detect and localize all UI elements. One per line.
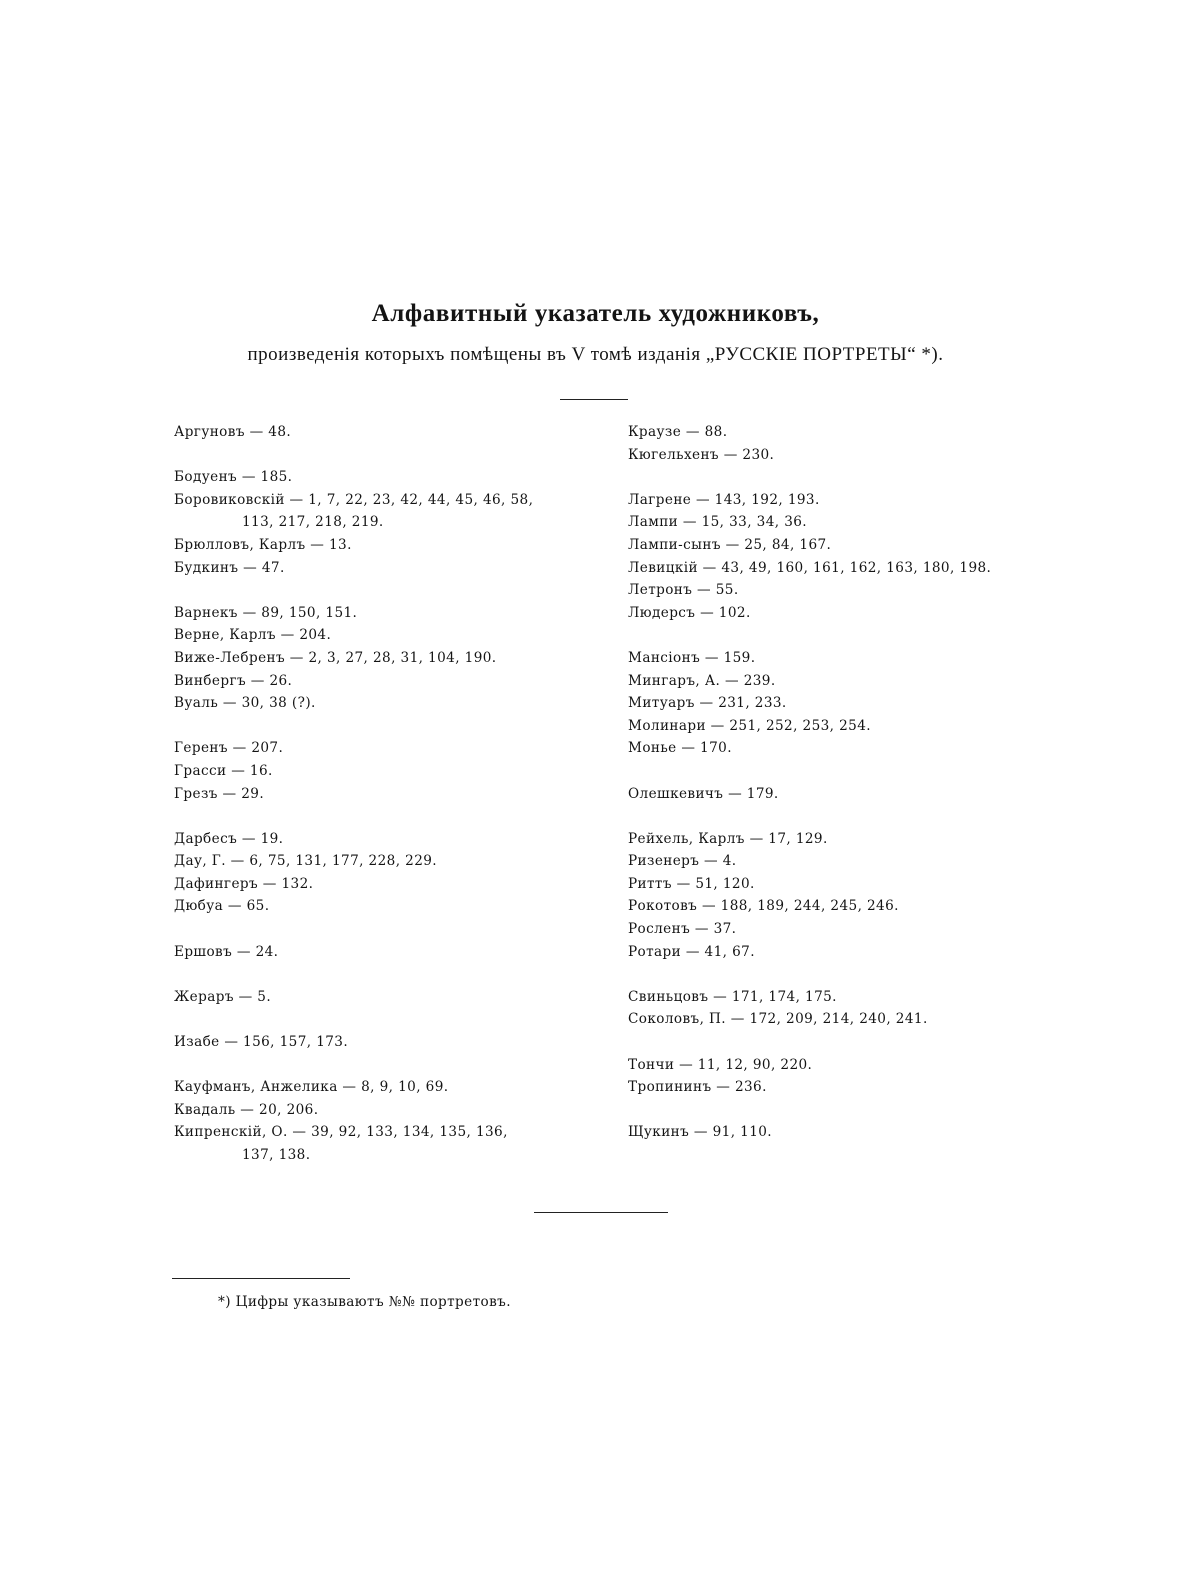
index-entry-text: Молинари — 251, 252, 253, 254. xyxy=(628,717,871,734)
index-entry-text: Грасси — 16. xyxy=(174,762,273,779)
index-entry-text: Свиньцовъ — 171, 174, 175. xyxy=(628,988,837,1005)
index-entry-text: Мансіонъ — 159. xyxy=(628,649,756,666)
index-entry xyxy=(174,670,614,693)
index-entry xyxy=(628,1054,1048,1077)
footnote: *) Цифры указываютъ №№ портретовъ. xyxy=(218,1294,511,1310)
index-entry xyxy=(628,1076,1048,1099)
index-entry-text: Монье — 170. xyxy=(628,740,732,757)
index-entry-text: Рокотовъ — 188, 189, 244, 245, 246. xyxy=(628,898,899,915)
index-entry-text: Лампи-сынъ — 25, 84, 167. xyxy=(628,536,832,553)
index-entry-text: Лампи — 15, 33, 34, 36. xyxy=(628,514,808,531)
index-entry xyxy=(628,511,1048,534)
index-entry-text: Дарбесъ — 19. xyxy=(174,830,284,847)
index-entry xyxy=(628,1121,1048,1144)
index-entry-text: Олешкевичъ — 179. xyxy=(628,785,779,802)
index-entry xyxy=(628,444,1048,467)
index-entry xyxy=(174,1031,614,1054)
index-entry-text: Аргуновъ — 48. xyxy=(174,424,292,440)
index-entry xyxy=(174,647,614,670)
index-entry-text: Кауфманъ, Анжелика — 8, 9, 10, 69. xyxy=(174,1079,449,1096)
index-entry xyxy=(174,557,614,580)
index-entry-text: Кюгельхенъ — 230. xyxy=(628,446,775,463)
index-entry-text: Квадаль — 20, 206. xyxy=(174,1101,319,1118)
index-entry xyxy=(174,421,614,444)
index-entry-text: Грезъ — 29. xyxy=(174,785,265,802)
index-entry xyxy=(174,1076,614,1099)
index-entry-text: Боровиковскій — 1, 7, 22, 23, 42, 44, 45, 46, 58, xyxy=(174,491,534,508)
index-entry-text: Летронъ — 55. xyxy=(628,582,739,599)
index-entry xyxy=(174,624,614,647)
index-column-left xyxy=(174,421,614,1167)
index-entry xyxy=(174,602,614,625)
index-entry-text: Ершовъ — 24. xyxy=(174,943,279,960)
index-entry-text: Геренъ — 207. xyxy=(174,740,284,757)
page-subtitle: произведенія которыхъ помѣщены въ V томѣ изданія „РУССКІЕ ПОРТРЕТЫ“ *). xyxy=(247,344,944,365)
index-entry xyxy=(628,986,1048,1009)
index-entry xyxy=(628,918,1048,941)
index-entry-text: Лагрене — 143, 192, 193. xyxy=(628,491,820,508)
index-entry xyxy=(174,1099,614,1122)
index-entry xyxy=(174,692,614,715)
index-entry-text: Дюбуа — 65. xyxy=(174,898,270,915)
index-entry-text: Мингаръ, А. — 239. xyxy=(628,672,776,689)
index-entry xyxy=(174,850,614,873)
index-entry-text: Кипренскій, О. — 39, 92, 133, 134, 135, 136, xyxy=(174,1124,508,1141)
index-entry xyxy=(174,760,614,783)
index-entry xyxy=(174,873,614,896)
index-entry-text: Верне, Карлъ — 204. xyxy=(174,627,332,644)
index-entry xyxy=(628,828,1048,851)
index-entry xyxy=(174,986,614,1009)
index-entry-text: Дафингеръ — 132. xyxy=(174,875,314,892)
page-title: Алфавитный указатель художниковъ, xyxy=(371,300,820,327)
title-divider xyxy=(560,399,628,400)
index-entry xyxy=(174,737,614,760)
index-entry xyxy=(628,850,1048,873)
index-entry xyxy=(174,941,614,964)
index-entry xyxy=(628,534,1048,557)
end-divider xyxy=(534,1212,668,1213)
index-entry-text: Риттъ — 51, 120. xyxy=(628,875,755,892)
index-entry xyxy=(628,670,1048,693)
index-entry xyxy=(628,873,1048,896)
index-entry xyxy=(174,466,614,489)
index-entry xyxy=(174,489,614,534)
index-entry xyxy=(628,895,1048,918)
footnote-divider xyxy=(172,1278,350,1279)
index-entry-text: Дау, Г. — 6, 75, 131, 177, 228, 229. xyxy=(174,853,438,870)
index-entry-text: Митуаръ — 231, 233. xyxy=(628,695,787,712)
index-entry-text: Вуаль — 30, 38 (?). xyxy=(174,695,316,712)
index-entry xyxy=(628,783,1048,806)
index-entry-text: Жераръ — 5. xyxy=(174,988,272,1005)
index-entry-text: Тропининъ — 236. xyxy=(628,1079,767,1096)
index-entry-text: Ротари — 41, 67. xyxy=(628,943,755,960)
index-entry-text: Тончи — 11, 12, 90, 220. xyxy=(628,1056,813,1073)
index-entry-text: Рейхель, Карлъ — 17, 129. xyxy=(628,830,828,847)
index-entry-continuation: 113, 217, 218, 219. xyxy=(242,514,384,531)
index-entry-text: Винбергъ — 26. xyxy=(174,672,293,689)
index-entry xyxy=(174,534,614,557)
index-entry xyxy=(628,941,1048,964)
index-entry-continuation: 137, 138. xyxy=(242,1147,311,1163)
index-entry xyxy=(628,489,1048,512)
index-entry xyxy=(628,602,1048,625)
index-entry-text: Росленъ — 37. xyxy=(628,921,737,938)
index-entry-text: Людерсъ — 102. xyxy=(628,604,751,621)
index-entry xyxy=(628,692,1048,715)
index-entry-text: Соколовъ, П. — 172, 209, 214, 240, 241. xyxy=(628,1011,928,1028)
index-entry-text: Брюлловъ, Карлъ — 13. xyxy=(174,536,352,553)
index-entry xyxy=(628,421,1048,444)
index-entry xyxy=(628,715,1048,738)
index-entry-text: Ризенеръ — 4. xyxy=(628,853,737,870)
index-entry xyxy=(628,579,1048,602)
index-entry xyxy=(174,895,614,918)
index-entry xyxy=(174,783,614,806)
index-entry xyxy=(174,828,614,851)
index-entry xyxy=(628,557,1048,580)
index-entry-text: Щукинъ — 91, 110. xyxy=(628,1124,773,1141)
index-entry-text: Изабе — 156, 157, 173. xyxy=(174,1034,349,1051)
index-entry xyxy=(628,647,1048,670)
index-entry-text: Будкинъ — 47. xyxy=(174,559,285,576)
index-entry-text: Виже-Лебренъ — 2, 3, 27, 28, 31, 104, 190. xyxy=(174,649,497,666)
index-entry xyxy=(174,1121,614,1166)
index-entry-text: Варнекъ — 89, 150, 151. xyxy=(174,604,358,621)
index-entry-text: Левицкій — 43, 49, 160, 161, 162, 163, 180, 198. xyxy=(628,559,992,576)
index-entry xyxy=(628,1008,1048,1031)
index-entry-text: Бодуенъ — 185. xyxy=(174,469,293,486)
index-column-right xyxy=(628,421,1048,1144)
index-entry-text: Краузе — 88. xyxy=(628,424,728,440)
index-entry xyxy=(628,737,1048,760)
